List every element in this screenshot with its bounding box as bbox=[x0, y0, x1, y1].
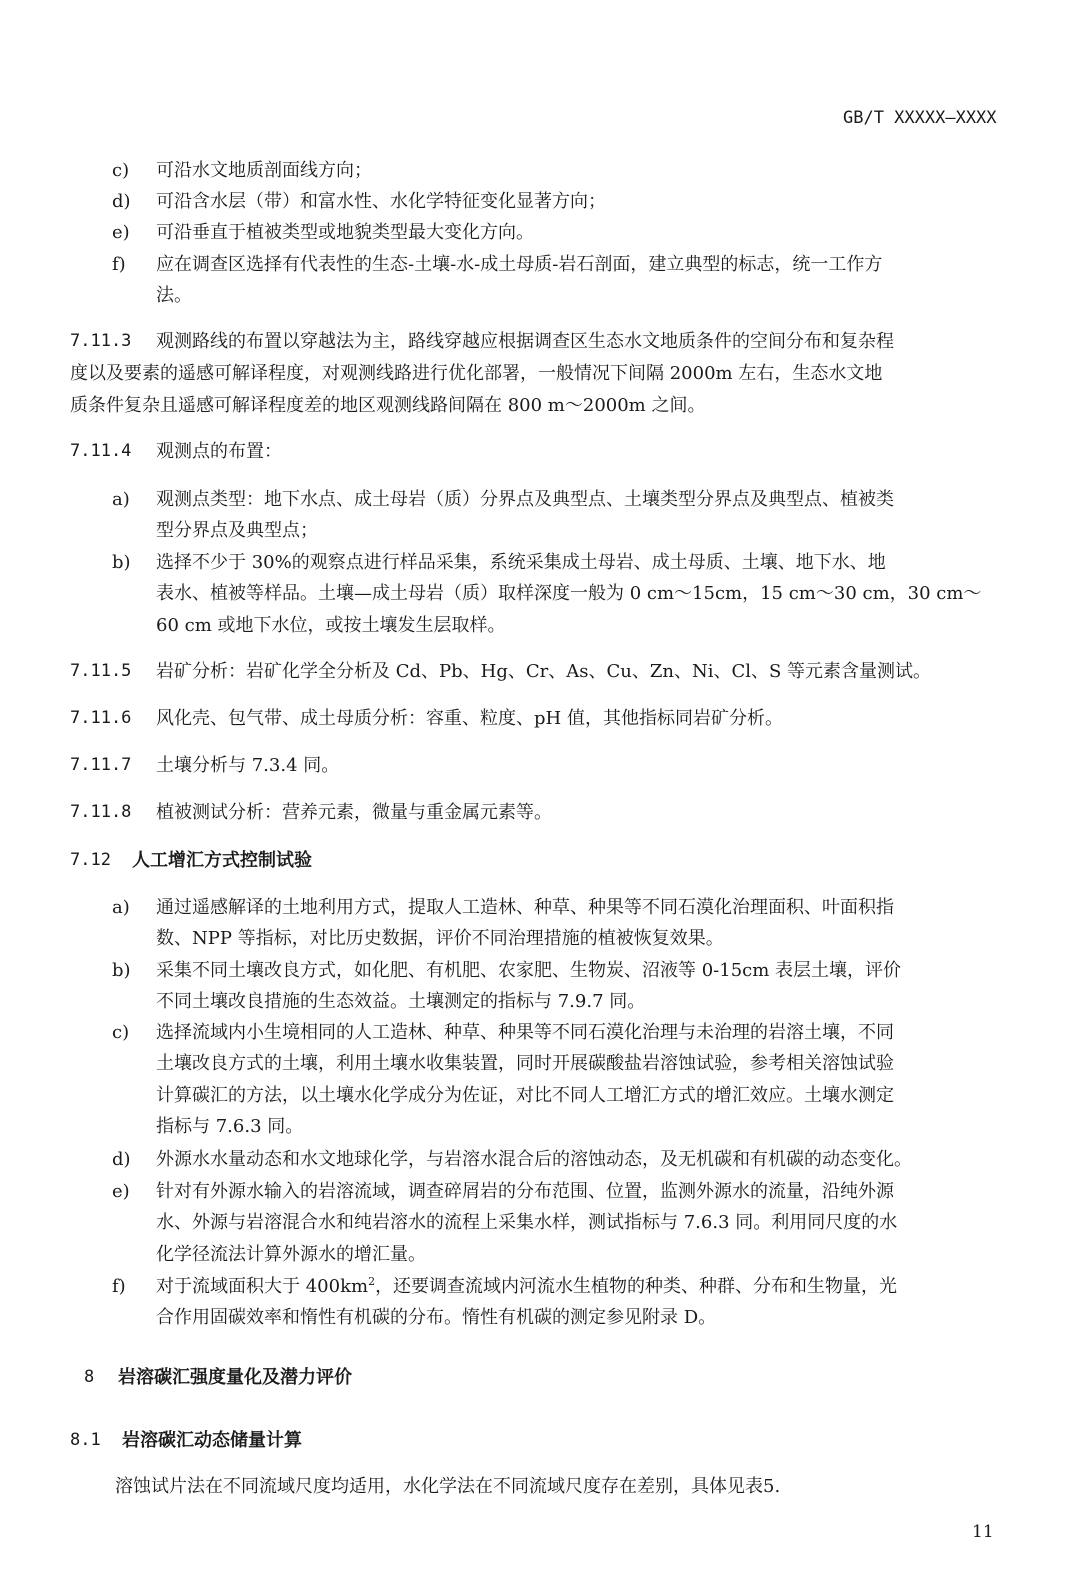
list-item-text: 型分界点及典型点； bbox=[156, 520, 318, 541]
chapter-number: 8 bbox=[84, 1367, 95, 1387]
list-marker: c) bbox=[112, 160, 130, 181]
list-item-text: 指标与 7.6.3 同。 bbox=[156, 1116, 304, 1137]
clause-number: 7.11.8 bbox=[70, 802, 132, 822]
list-item-text bbox=[156, 1271, 897, 1302]
list-item-text: 采集不同土壤改良方式，如化肥、有机肥、农家肥、生物炭、沼液等 0-15cm 表层土壤，评价 bbox=[156, 960, 902, 981]
list-marker: d) bbox=[112, 191, 131, 212]
clause-text: 观测点的布置： bbox=[156, 441, 282, 462]
list-item-text: 通过遥感解译的土地利用方式，提取人工造林、种草、种果等不同石漠化治理面积、叶面积指 bbox=[156, 897, 894, 918]
list-marker: b) bbox=[112, 960, 131, 981]
clause-number: 7.11.6 bbox=[70, 708, 132, 728]
list-item-text: 观测点类型：地下水点、成土母岩（质）分界点及典型点、土壤类型分界点及典型点、植被类 bbox=[156, 489, 894, 510]
list-item-text: 计算碳汇的方法，以土壤水化学成分为佐证，对比不同人工增汇方式的增汇效应。土壤水测定 bbox=[156, 1085, 894, 1106]
paragraph-line: 度以及要素的遥感可解译程度，对观测线路进行优化部署，一般情况下间隔 2000m 左右，生态水文地 bbox=[70, 363, 883, 384]
list-marker: a) bbox=[112, 489, 130, 510]
list-marker: b) bbox=[112, 552, 131, 573]
clause-number: 7.11.5 bbox=[70, 661, 132, 681]
chapter-title: 岩溶碳汇强度量化及潜力评价 bbox=[118, 1367, 352, 1388]
clause-number: 7.11.7 bbox=[70, 755, 132, 775]
list-item-text: 应在调查区选择有代表性的生态-土壤-水-成土母质-岩石剖面，建立典型的标志，统一工作方 bbox=[156, 254, 883, 275]
clause-number: 7.11.4 bbox=[70, 441, 132, 461]
list-item-text: 选择流域内小生境相同的人工造林、种草、种果等不同石漠化治理与未治理的岩溶土壤，不同 bbox=[156, 1022, 894, 1043]
list-item-text: 土壤改良方式的土壤，利用土壤水收集装置，同时开展碳酸盐岩溶蚀试验，参考相关溶蚀试验 bbox=[156, 1053, 894, 1074]
list-item-text: 可沿水文地质剖面线方向； bbox=[156, 160, 372, 181]
paragraph-line: 观测路线的布置以穿越法为主，路线穿越应根据调查区生态水文地质条件的空间分布和复杂程 bbox=[156, 331, 894, 352]
list-item-text: 针对有外源水输入的岩溶流域，调查碎屑岩的分布范围、位置，监测外源水的流量，沿纯外源 bbox=[156, 1181, 894, 1202]
clause-text: 植被测试分析：营养元素，微量与重金属元素等。 bbox=[156, 802, 552, 823]
section-title: 岩溶碳汇动态储量计算 bbox=[122, 1430, 302, 1451]
list-item-text: 表水、植被等样品。土壤—成土母岩（质）取样深度一般为 0 cm～15cm，15 cm～30 cm，30 cm～ bbox=[156, 583, 982, 604]
list-marker: d) bbox=[112, 1149, 131, 1170]
list-item-text: 外源水水量动态和水文地球化学，与岩溶水混合后的溶蚀动态，及无机碳和有机碳的动态变化。 bbox=[156, 1149, 912, 1170]
list-marker: e) bbox=[112, 1181, 130, 1202]
section-title: 人工增汇方式控制试验 bbox=[132, 850, 312, 871]
section-number: 8.1 bbox=[70, 1430, 101, 1450]
list-marker: e) bbox=[112, 222, 130, 243]
list-marker: f) bbox=[112, 1276, 126, 1297]
list-item-text: 不同土壤改良措施的生态效益。土壤测定的指标与 7.9.7 同。 bbox=[156, 991, 646, 1012]
list-item-text: 法。 bbox=[156, 285, 192, 306]
list-item-text: 可沿垂直于植被类型或地貌类型最大变化方向。 bbox=[156, 222, 534, 243]
list-marker: c) bbox=[112, 1022, 130, 1043]
paragraph-line: 溶蚀试片法在不同流域尺度均适用，水化学法在不同流域尺度存在差别，具体见表5. bbox=[115, 1476, 781, 1497]
clause-number: 7.11.3 bbox=[70, 331, 132, 351]
list-item-text: 化学径流法计算外源水的增汇量。 bbox=[156, 1244, 426, 1265]
list-item-text: 选择不少于 30%的观察点进行样品采集，系统采集成土母岩、成土母质、土壤、地下水、地 bbox=[156, 552, 886, 573]
list-marker: f) bbox=[112, 254, 126, 275]
page-number: 11 bbox=[972, 1522, 994, 1542]
list-item-text: 水、外源与岩溶混合水和纯岩溶水的流程上采集水样，测试指标与 7.6.3 同。利用同尺度的水 bbox=[156, 1212, 898, 1233]
text-run: 对于流域面积大于 400km bbox=[156, 1276, 369, 1297]
list-item-text: 合作用固碳效率和惰性有机碳的分布。惰性有机碳的测定参见附录 D。 bbox=[156, 1307, 717, 1328]
clause-text: 岩矿分析：岩矿化学全分析及 Cd、Pb、Hg、Cr、As、Cu、Zn、Ni、Cl、S 等元素含量测试。 bbox=[156, 661, 932, 682]
text-run: ，还要调查流域内河流水生植物的种类、种群、分布和生物量，光 bbox=[375, 1276, 898, 1297]
list-marker: a) bbox=[112, 897, 130, 918]
superscript: 2 bbox=[368, 1275, 376, 1288]
document-code: GB/T XXXXX—XXXX bbox=[843, 108, 997, 128]
clause-text: 风化壳、包气带、成土母质分析：容重、粒度、pH 值，其他指标同岩矿分析。 bbox=[156, 708, 783, 729]
list-item-text: 60 cm 或地下水位，或按土壤发生层取样。 bbox=[156, 615, 506, 636]
section-number: 7.12 bbox=[70, 850, 111, 870]
paragraph-line: 质条件复杂且遥感可解译程度差的地区观测线路间隔在 800 m～2000m 之间。 bbox=[70, 395, 706, 416]
list-item-text: 数、NPP 等指标，对比历史数据，评价不同治理措施的植被恢复效果。 bbox=[156, 928, 724, 949]
clause-text: 土壤分析与 7.3.4 同。 bbox=[156, 755, 340, 776]
list-item-text: 可沿含水层（带）和富水性、水化学特征变化显著方向； bbox=[156, 191, 606, 212]
